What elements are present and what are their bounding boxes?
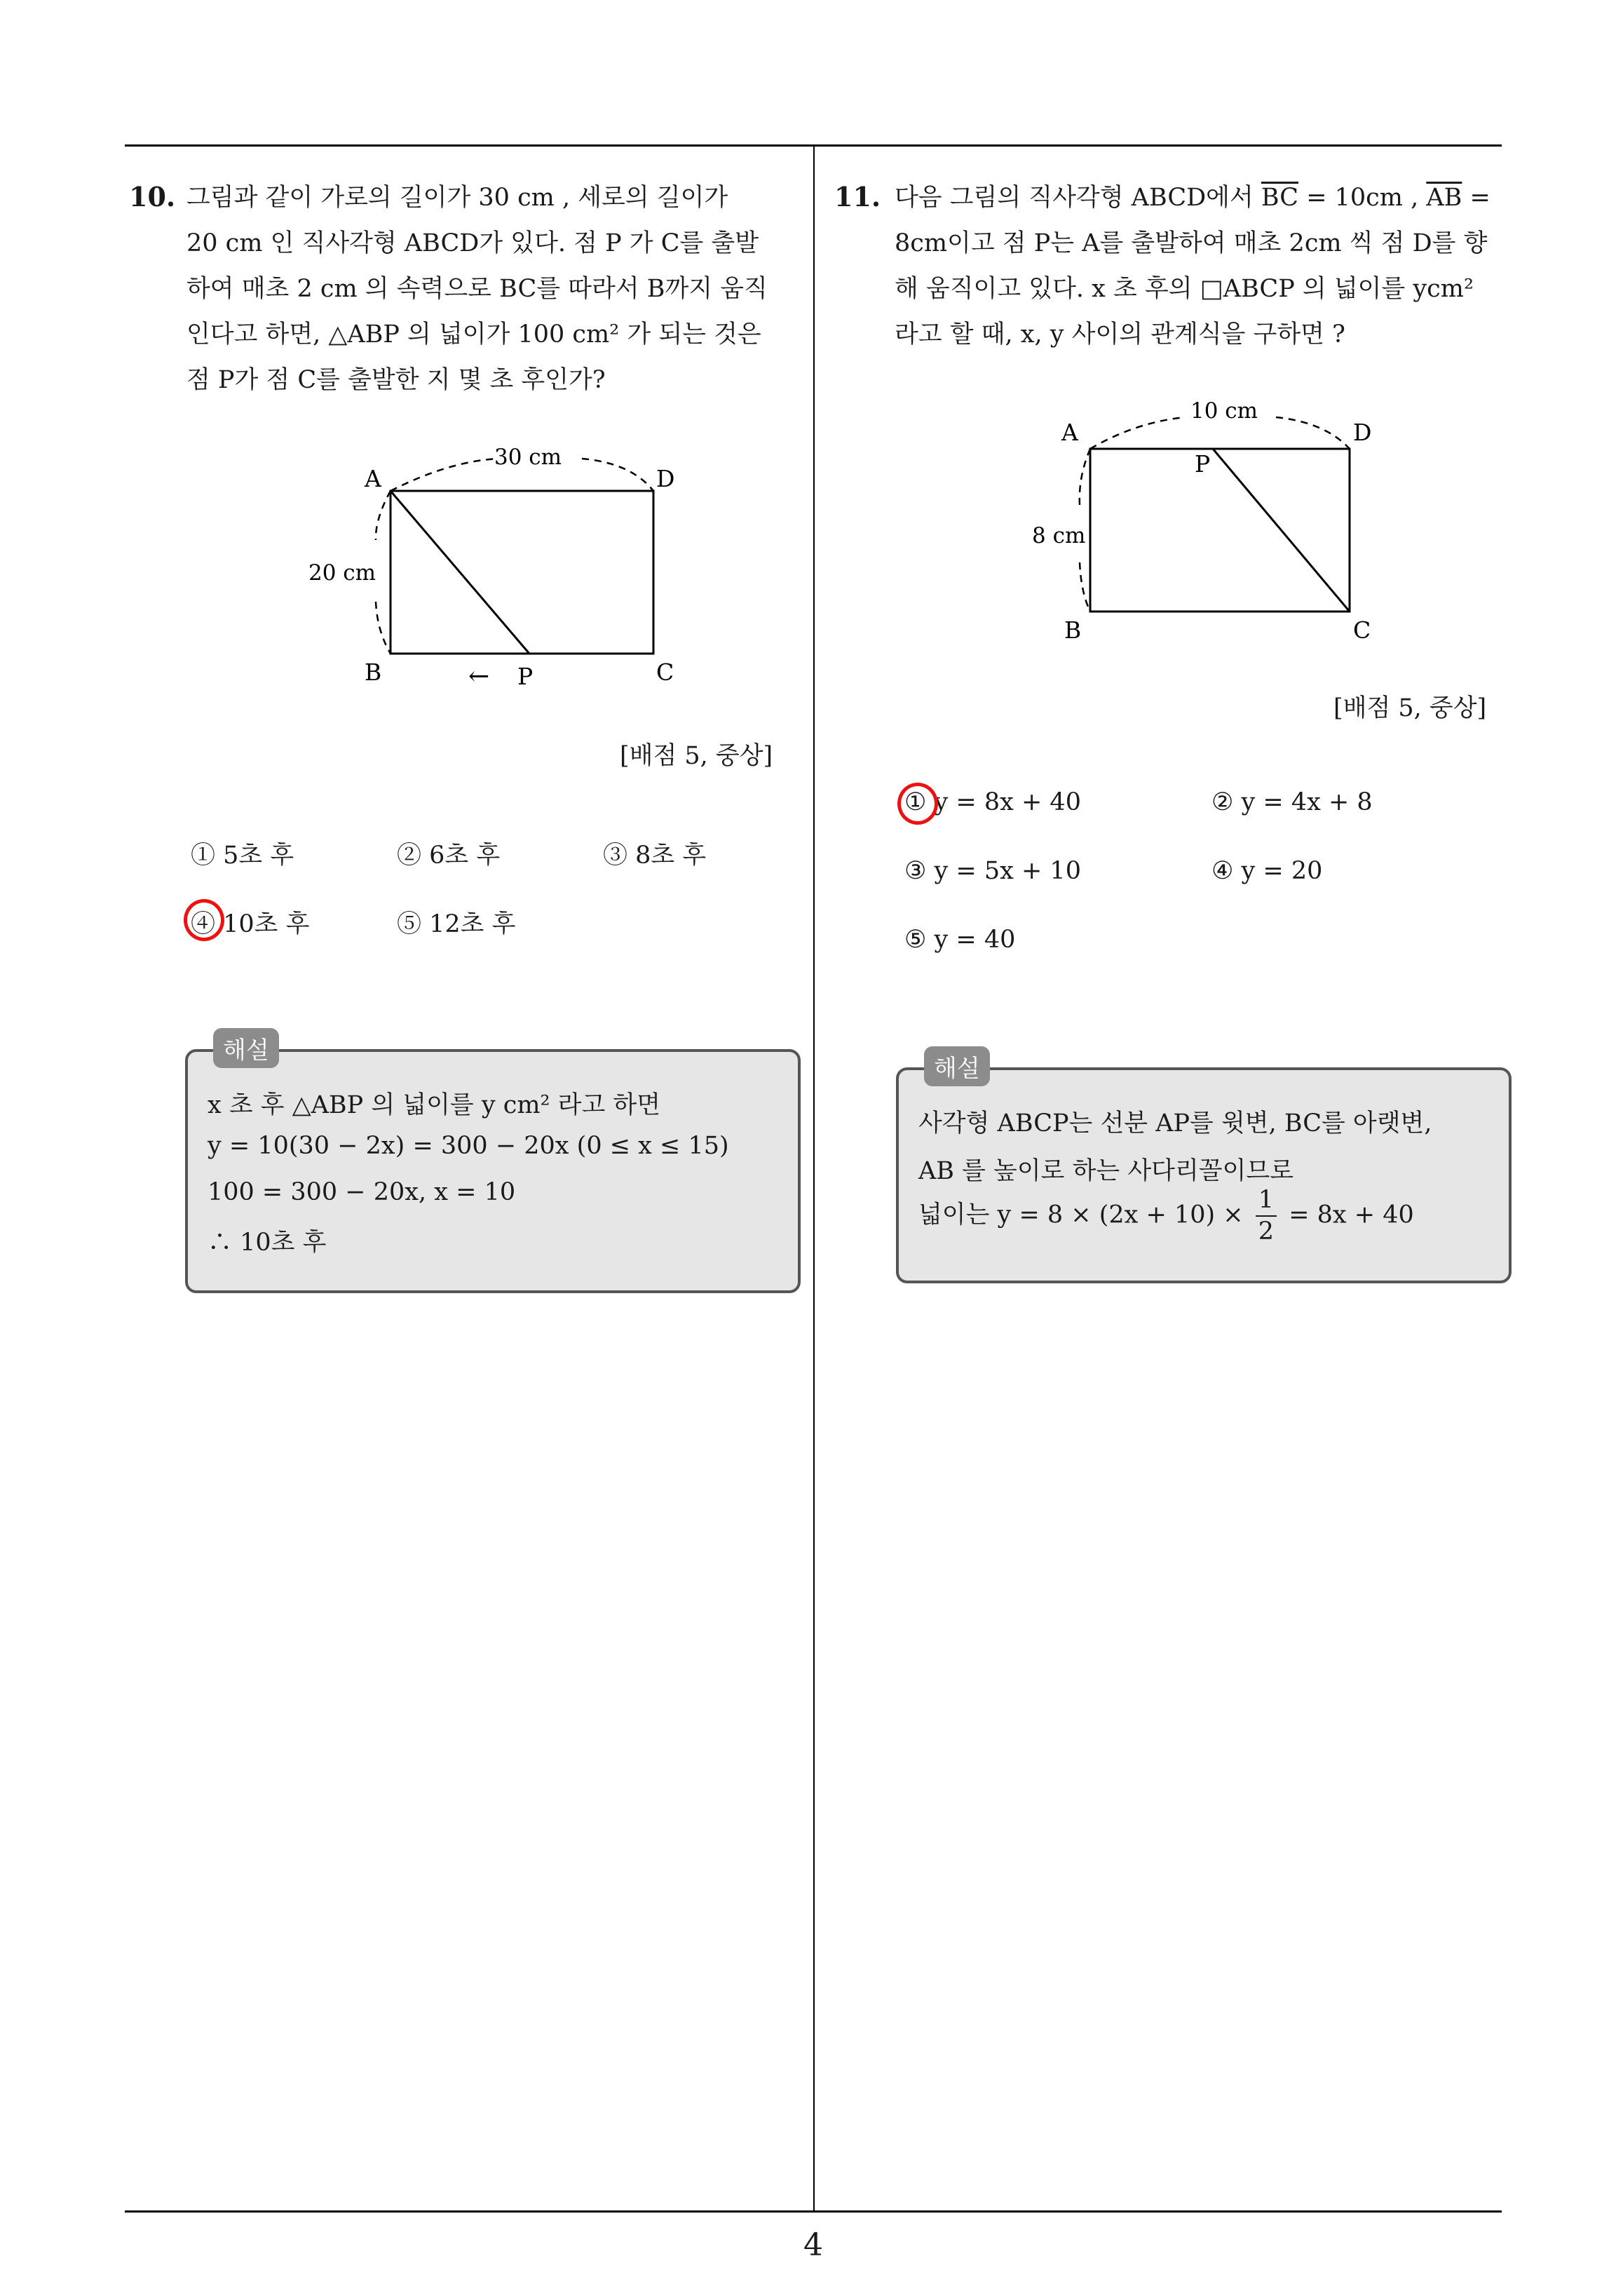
vertex-c: C [1353, 616, 1371, 644]
choice-2[interactable]: ② y = 4x + 8 [1211, 788, 1373, 816]
rectangle-figure [1010, 379, 1416, 659]
width-label: 10 cm [1190, 398, 1258, 424]
question-line: 해 움직이고 있다. x 초 후의 □ABCP 의 넓이를 ycm² [895, 275, 1474, 303]
question-line: 라고 할 때, x, y 사이의 관계식을 구하면 ? [895, 320, 1345, 349]
bottom-rule [125, 2210, 1502, 2213]
question-text [895, 175, 1512, 358]
vertex-b: B [365, 659, 382, 686]
choice-4[interactable]: ④ y = 20 [1211, 857, 1323, 885]
question-line [895, 175, 1512, 221]
choice-3[interactable]: ③ y = 5x + 10 [904, 857, 1081, 885]
question-line: 그림과 같이 가로의 길이가 30 cm , 세로의 길이가 [186, 184, 728, 212]
width-label: 30 cm [494, 445, 562, 470]
choice-1[interactable]: ① y = 8x + 40 [904, 788, 1081, 816]
question-line-part: 다음 그림의 직사각형 ABCD에서 [895, 184, 1261, 212]
segment-bc-label: $\overline{BC}$ [1261, 184, 1299, 212]
fraction-one-half [1256, 1188, 1277, 1244]
vertex-d: D [656, 465, 675, 492]
column-divider [813, 144, 815, 2212]
solution-line: AB 를 높이로 하는 사다리꼴이므로 [918, 1157, 1294, 1185]
score-difficulty: [배점 5, 중상] [1333, 694, 1487, 722]
page-number: 4 [803, 2227, 823, 2263]
question-text [186, 175, 802, 403]
solution-line: y = 10(30 − 2x) = 300 − 20x (0 ≤ x ≤ 15) [208, 1132, 729, 1160]
rectangle-figure [294, 421, 715, 701]
vertex-a: A [1061, 419, 1078, 446]
segment-pc [1213, 449, 1350, 612]
vertex-b: B [1064, 616, 1082, 644]
question-line-part: = [1462, 184, 1490, 212]
rectangle-abcd [391, 491, 653, 654]
formula-right: = 8x + 40 [1289, 1201, 1414, 1229]
solution-line: 100 = 300 − 20x, x = 10 [208, 1178, 516, 1206]
question-line: 인다고 하면, △ABP 의 넓이가 100 cm² 가 되는 것은 [186, 320, 761, 349]
vertex-c: C [656, 659, 674, 686]
segment-ap [391, 491, 529, 654]
choice-3[interactable]: ③ 8초 후 [603, 842, 707, 870]
formula-left: 넓이는 y = 8 × (2x + 10) × [918, 1201, 1244, 1229]
choice-5[interactable]: ⑤ y = 40 [904, 926, 1016, 954]
solution-formula [918, 1188, 1414, 1244]
solution-line: ∴ 10초 후 [208, 1229, 327, 1257]
question-line: 점 P가 점 C를 출발한 지 몇 초 후인가? [186, 366, 606, 394]
question-line: 하여 매초 2 cm 의 속력으로 BC를 따라서 B까지 움직 [186, 275, 768, 303]
answer-mark-circle [184, 899, 224, 941]
vertex-d: D [1353, 419, 1372, 446]
rectangle-abcd [1090, 449, 1350, 612]
question-line: 8cm이고 점 P는 A를 출발하여 매초 2cm 씩 점 D를 향 [895, 229, 1488, 257]
fraction-denominator: 2 [1258, 1217, 1275, 1245]
choice-1[interactable]: ① 5초 후 [191, 842, 294, 870]
point-p: P [517, 663, 534, 690]
height-label: 8 cm [1032, 523, 1086, 548]
question-line-part: = 10cm , [1298, 184, 1427, 212]
direction-arrow-icon: ← [468, 662, 490, 691]
solution-line: x 초 후 △ABP 의 넓이를 y cm² 라고 하면 [208, 1091, 661, 1119]
choice-4[interactable]: ④ 10초 후 [191, 910, 310, 938]
vertex-a: A [365, 465, 381, 492]
choice-2[interactable]: ② 6초 후 [397, 842, 501, 870]
point-p: P [1195, 450, 1211, 478]
solution-line: 사각형 ABCP는 선분 AP를 윗변, BC를 아랫변, [918, 1109, 1432, 1137]
question-line: 20 cm 인 직사각형 ABCD가 있다. 점 P 가 C를 출발 [186, 229, 759, 257]
fraction-numerator: 1 [1256, 1188, 1277, 1217]
question-number: 11. [834, 181, 881, 212]
score-difficulty: [배점 5, 중상] [620, 742, 773, 770]
choice-5[interactable]: ⑤ 12초 후 [397, 910, 516, 938]
height-label: 20 cm [308, 560, 376, 586]
segment-ab-label: $\overline{AB}$ [1426, 184, 1462, 212]
question-number: 10. [129, 181, 176, 212]
height-dimension-arc [376, 491, 391, 654]
solution-tag: 해설 [924, 1046, 990, 1086]
solution-tag: 해설 [213, 1028, 279, 1068]
answer-mark-circle [897, 783, 938, 825]
